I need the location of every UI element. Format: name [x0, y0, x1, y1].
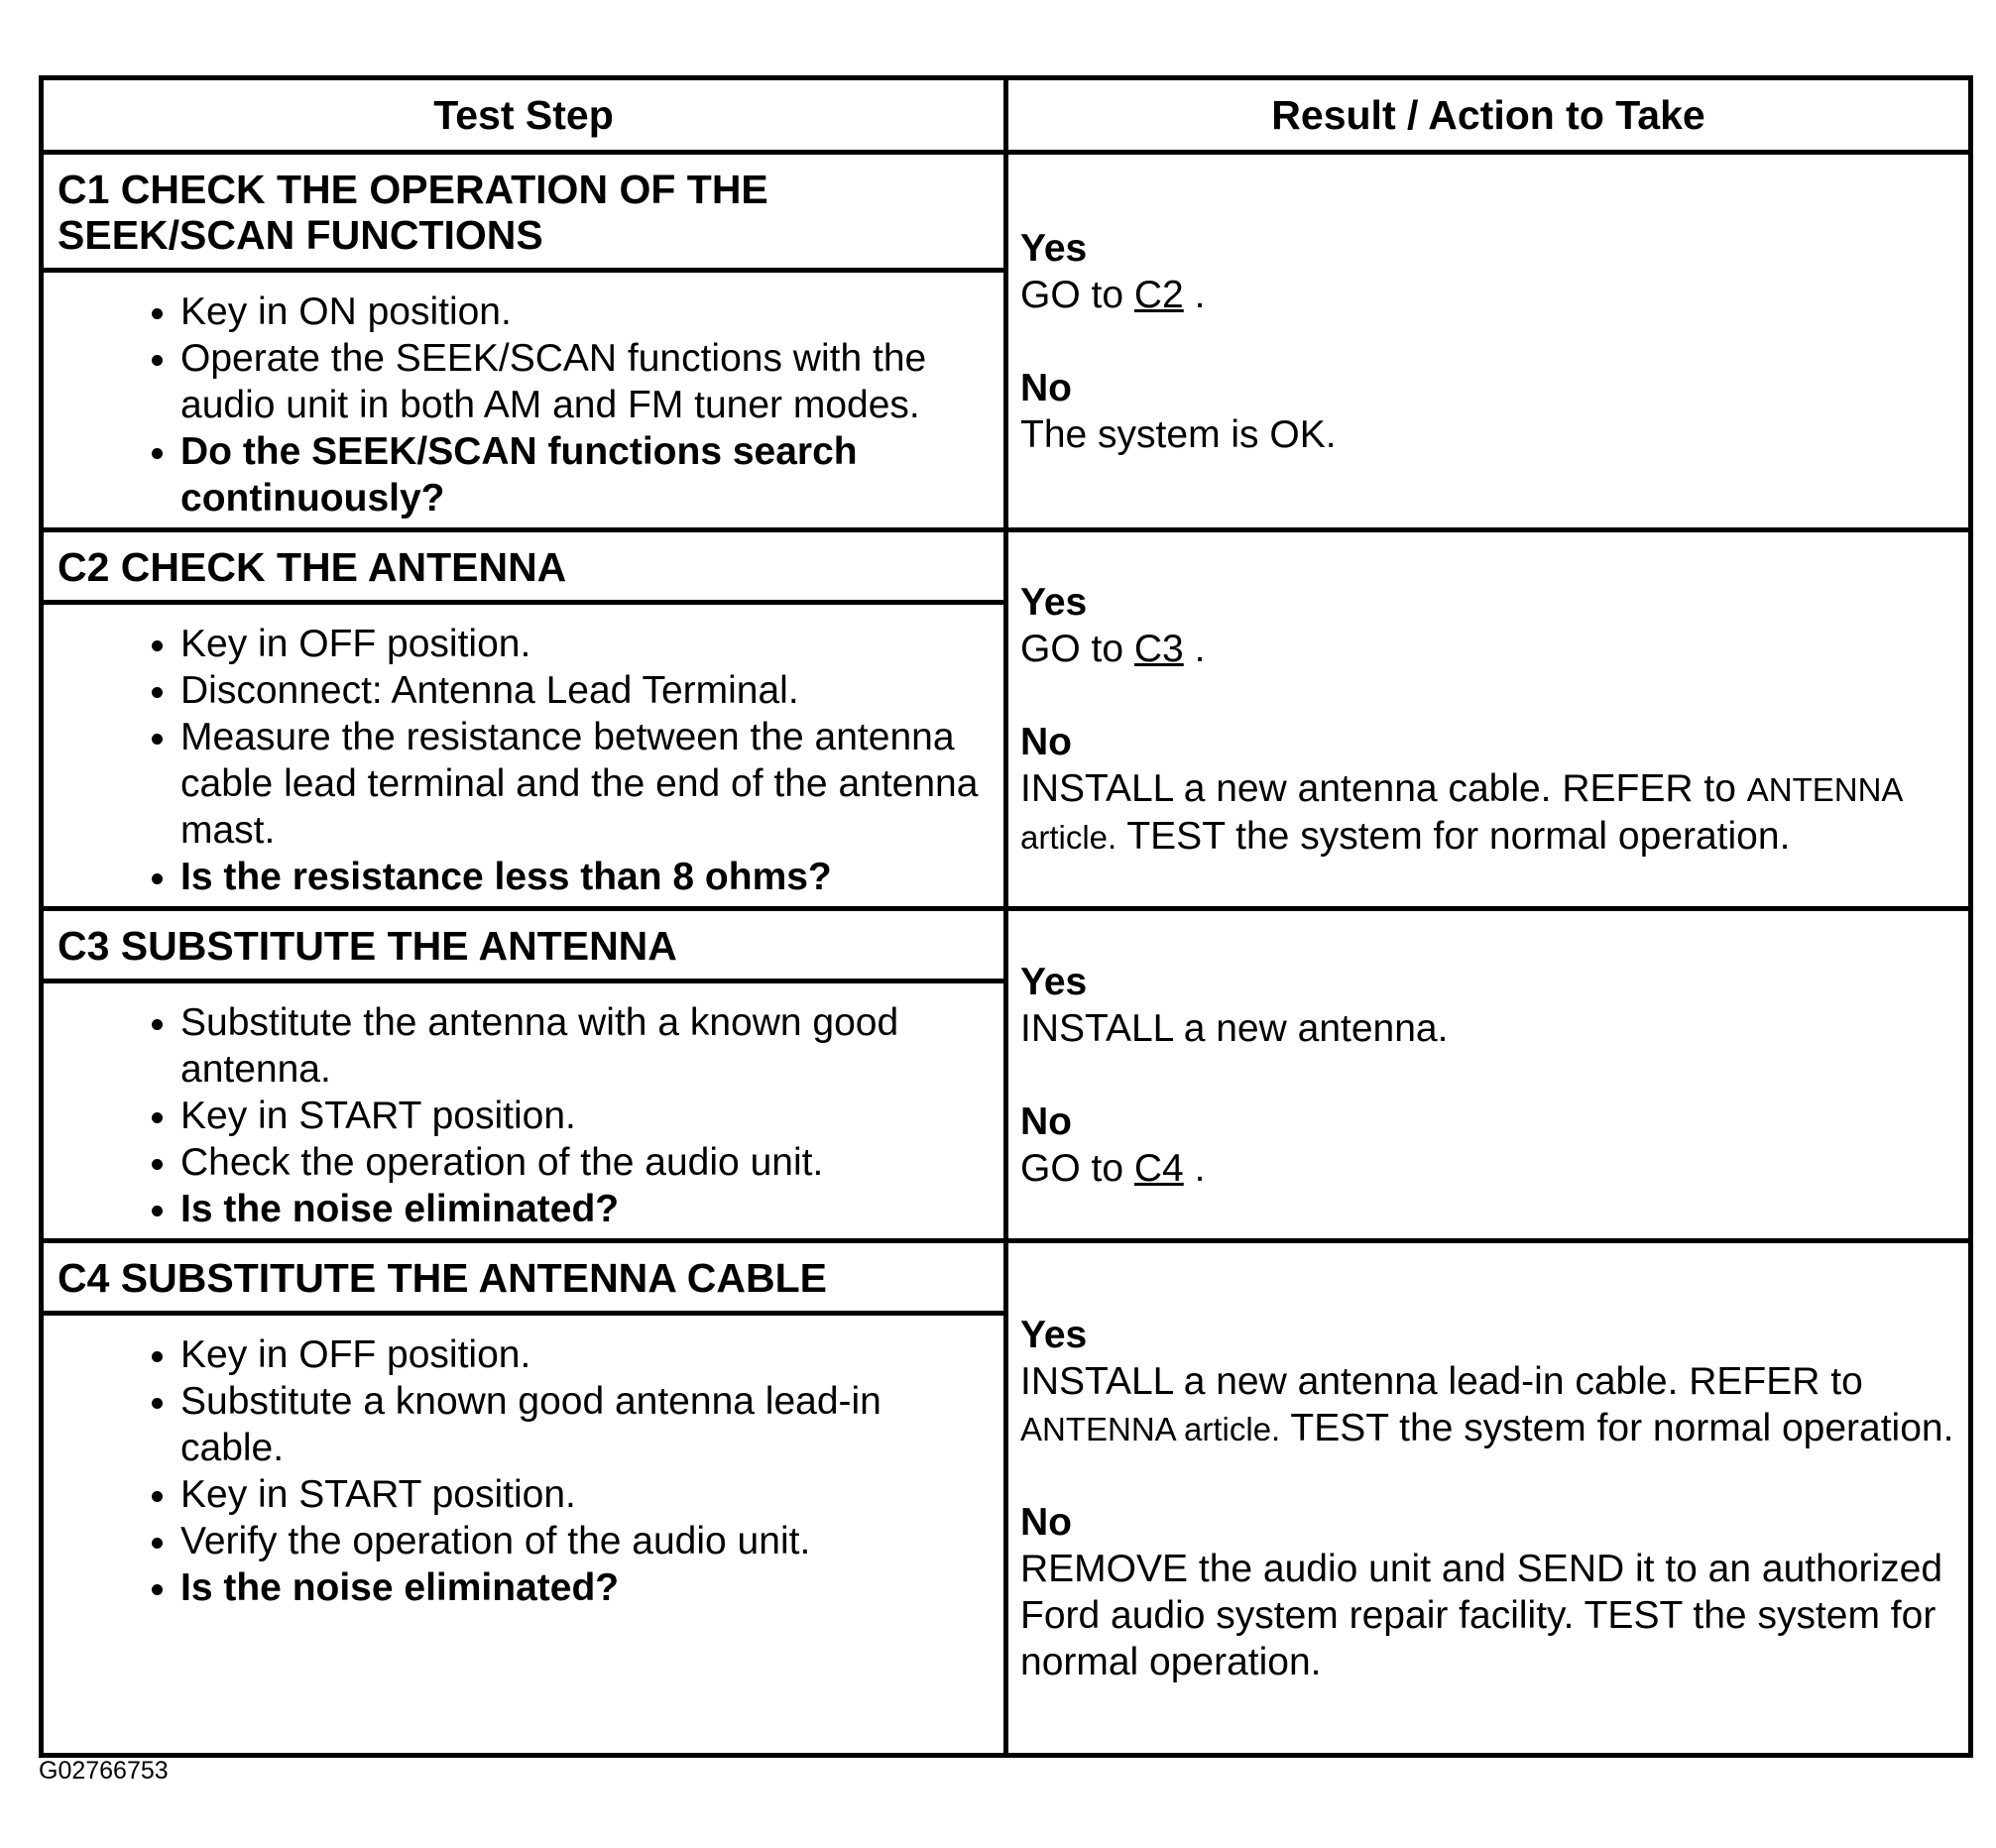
table-header-row [42, 78, 1971, 153]
step-c4-body [42, 1314, 1006, 1756]
c1-no-text: The system is OK. [1020, 412, 1337, 456]
c3-bullet: • Substitute the antenna with a known good antenna. [180, 999, 984, 1093]
c2-no-post: TEST the system for normal operation. [1126, 814, 1791, 858]
step-c3-result [1006, 909, 1971, 1241]
c1-yes-ref[interactable]: C2 [1133, 273, 1184, 316]
step-c3-body [42, 982, 1006, 1241]
step-c4-result [1006, 1241, 1971, 1756]
c2-no-text [1020, 765, 1958, 861]
diagnostic-table [39, 75, 1973, 1758]
c1-no-label: No [1020, 366, 1072, 409]
step-c2-body [42, 603, 1006, 909]
c1-yes-pre: GO to [1020, 273, 1124, 316]
c4-bullet: • Substitute a known good antenna lead-in cable. [180, 1378, 984, 1471]
c3-question: • Is the noise eliminated? [180, 1186, 984, 1232]
c2-question: • Is the resistance less than 8 ohms? [180, 854, 984, 900]
c4-yes-text [1020, 1358, 1958, 1452]
c4-no-text: REMOVE the audio unit and SEND it to an authorized Ford audio system repair facility. TEST the system for normal operation. [1020, 1547, 1943, 1683]
step-c3-title-row [42, 909, 1971, 982]
c2-yes-text [1020, 626, 1958, 672]
header-result-action: Result / Action to Take [1006, 78, 1971, 153]
c1-bullet: • Operate the SEEK/SCAN functions with the audio unit in both AM and FM tuner modes. [180, 335, 984, 428]
step-c2-title-row [42, 530, 1971, 603]
c3-no-pre: GO to [1020, 1146, 1124, 1190]
c3-no-ref[interactable]: C4 [1133, 1146, 1184, 1190]
c1-yes-text [1020, 272, 1958, 318]
c2-bullet: • Key in OFF position. [180, 621, 984, 667]
c3-bullet: • Check the operation of the audio unit. [180, 1139, 984, 1186]
c4-no-label: No [1020, 1500, 1072, 1544]
c2-no-ref: ANTENNA article. [1020, 770, 1902, 856]
figure-id: G02766753 [39, 1757, 169, 1785]
c4-bullet: • Verify the operation of the audio unit. [180, 1518, 984, 1564]
c2-yes-post: . [1194, 627, 1206, 670]
c1-question: • Do the SEEK/SCAN functions search continuously? [180, 428, 984, 521]
c3-no-text [1020, 1145, 1958, 1192]
c4-yes-pre: INSTALL a new antenna lead-in cable. REFER to [1020, 1359, 1863, 1403]
c4-yes-post: TEST the system for normal operation. [1290, 1406, 1954, 1449]
c3-bullet: • Key in START position. [180, 1093, 984, 1139]
step-c2-result [1006, 530, 1971, 909]
c4-yes-ref: ANTENNA article. [1020, 1410, 1281, 1447]
c3-no-post: . [1194, 1146, 1206, 1190]
c4-question: • Is the noise eliminated? [180, 1564, 984, 1611]
c3-yes-label: Yes [1020, 960, 1088, 1003]
c1-bullet: • Key in ON position. [180, 289, 984, 335]
step-c1-title-row [42, 153, 1971, 271]
step-c3-title: C3 SUBSTITUTE THE ANTENNA [42, 909, 1006, 982]
c2-yes-ref[interactable]: C3 [1133, 627, 1184, 670]
c4-yes-label: Yes [1020, 1313, 1088, 1356]
step-c1-body [42, 271, 1006, 530]
c2-no-pre: INSTALL a new antenna cable. REFER to [1020, 766, 1736, 810]
c3-yes-text: INSTALL a new antenna. [1020, 1006, 1449, 1050]
c2-no-label: No [1020, 720, 1072, 763]
step-c1-result [1006, 153, 1971, 530]
c3-no-label: No [1020, 1099, 1072, 1143]
step-c4-title-row [42, 1241, 1971, 1314]
c2-yes-pre: GO to [1020, 627, 1124, 670]
header-test-step: Test Step [42, 78, 1006, 153]
step-c4-title: C4 SUBSTITUTE THE ANTENNA CABLE [42, 1241, 1006, 1314]
c1-yes-post: . [1194, 273, 1206, 316]
c2-bullet: • Disconnect: Antenna Lead Terminal. [180, 667, 984, 714]
c2-yes-label: Yes [1020, 580, 1088, 624]
step-c1-title: C1 CHECK THE OPERATION OF THE SEEK/SCAN FUNCTIONS [42, 153, 1006, 271]
c1-yes-label: Yes [1020, 226, 1088, 270]
c4-bullet: • Key in OFF position. [180, 1331, 984, 1378]
c4-bullet: • Key in START position. [180, 1471, 984, 1518]
step-c2-title: C2 CHECK THE ANTENNA [42, 530, 1006, 603]
c2-bullet: • Measure the resistance between the antenna cable lead terminal and the end of the antenna mast. [180, 714, 984, 854]
